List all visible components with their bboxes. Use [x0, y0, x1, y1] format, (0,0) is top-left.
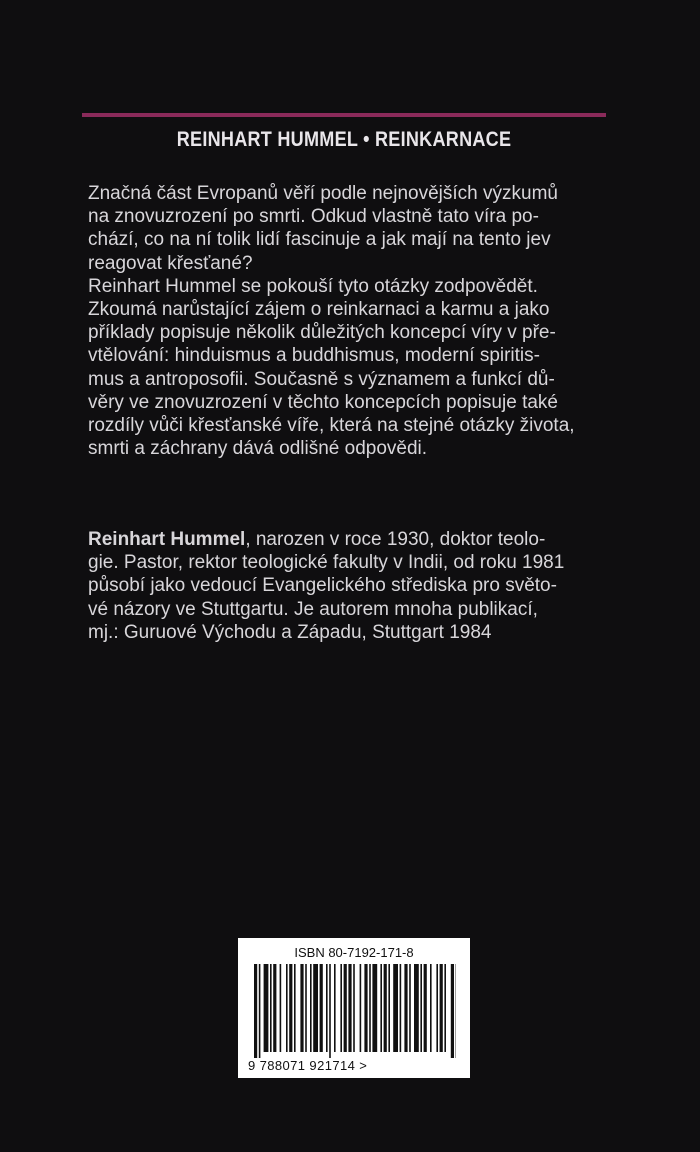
barcode-bar — [384, 964, 387, 1052]
barcode-bar — [440, 964, 443, 1052]
barcode-bar — [424, 964, 427, 1052]
barcode-bar — [326, 964, 328, 1052]
barcode-bar — [344, 964, 347, 1052]
barcode-bar — [320, 964, 323, 1052]
barcode-bar — [388, 964, 390, 1052]
barcode-bar — [400, 964, 402, 1052]
barcode-bars — [254, 964, 456, 1058]
barcode-bar — [393, 964, 398, 1052]
author-bio-line: působí jako vedoucí Evangelického střediska pro světo- — [88, 575, 557, 597]
book-header — [119, 128, 570, 152]
author-bio-line: gie. Pastor, rektor teologické fakulty v Indii, od roku 1981 — [88, 552, 565, 574]
author-name: REINHART HUMMEL — [176, 128, 358, 151]
barcode-bar — [264, 964, 269, 1052]
description-line: smrti a záchrany dává odlišné odpovědi. — [88, 438, 428, 460]
author-bio-line: vé názory ve Stuttgartu. Je autorem mnoha publikací, — [88, 598, 538, 620]
barcode-bar — [444, 964, 446, 1052]
description-line: Reinhart Hummel se pokouší tyto otázky zodpovědět. — [88, 275, 538, 297]
barcode-bar — [409, 964, 411, 1052]
author-bio-name: Reinhart Hummel — [88, 529, 246, 550]
author-bio-line: mj.: Guruové Východu a Západu, Stuttgart 1984 — [88, 621, 492, 643]
barcode-bar — [380, 964, 382, 1052]
description-paragraph — [88, 182, 608, 460]
isbn-number: ISBN 80-7192-171-8 — [294, 945, 414, 960]
description-line: věry ve znovuzrození v těchto koncepcích popisuje také — [88, 391, 558, 413]
barcode-bar — [286, 964, 288, 1052]
ean-digits: 9 788071 921714 > — [248, 1058, 368, 1073]
author-bio-line — [88, 528, 608, 551]
barcode-bar — [259, 964, 261, 1058]
barcode-bar — [313, 964, 318, 1052]
separator-bullet: • — [363, 128, 370, 151]
description-line: Zkoumá narůstající zájem o reinkarnaci a karmu a jako — [88, 299, 550, 321]
description-line: na znovuzrození po smrti. Odkud vlastně tato víra po- — [88, 206, 539, 228]
barcode-bar — [360, 964, 362, 1052]
barcode-bar — [273, 964, 276, 1052]
barcode-bar — [420, 964, 422, 1052]
barcode-bar — [404, 964, 407, 1052]
barcode-bar — [340, 964, 342, 1052]
description-line: Značná část Evropanů věří podle nejnovějších výzkumů — [88, 183, 558, 204]
barcode-bar — [414, 964, 419, 1052]
barcode-bar — [270, 964, 272, 1052]
barcode-bar — [451, 964, 454, 1058]
description-line: chází, co na ní tolik lidí fascinuje a jak mají na tento jev — [88, 229, 551, 251]
barcode-bar — [329, 964, 331, 1058]
barcode-bar — [372, 964, 377, 1052]
barcode-bar — [348, 964, 351, 1052]
author-bio-first-line: , narozen v roce 1930, doktor teolo- — [245, 529, 546, 550]
barcode-bar — [294, 964, 296, 1052]
barcode-bar — [310, 964, 312, 1052]
isbn-barcode — [238, 938, 470, 1078]
barcode-bar — [334, 964, 336, 1052]
barcode-bar — [369, 964, 371, 1052]
description-line: příklady popisuje několik důležitých koncepcí víry v pře- — [88, 322, 556, 344]
barcode-bar — [436, 964, 438, 1052]
barcode-bar — [353, 964, 355, 1052]
barcode-bar — [305, 964, 307, 1052]
book-title: REINKARNACE — [374, 128, 512, 151]
header-rule — [82, 113, 606, 117]
barcode-bar — [300, 964, 303, 1052]
description-line: mus a antroposofii. Současně s významem a funkcí dů- — [88, 368, 555, 390]
description-line: reagovat křesťané? — [88, 252, 253, 274]
barcode-bar — [430, 964, 432, 1052]
barcode-bar — [289, 964, 292, 1052]
description-line: vtělování: hinduismus a buddhismus, moderní spiritis- — [88, 345, 540, 367]
barcode-bar — [280, 964, 282, 1052]
barcode-bar — [254, 964, 257, 1058]
description-line: rozdíly vůči křesťanské víře, která na stejné otázky života, — [88, 415, 575, 437]
barcode-bar — [364, 964, 367, 1052]
author-bio-paragraph — [88, 528, 608, 644]
